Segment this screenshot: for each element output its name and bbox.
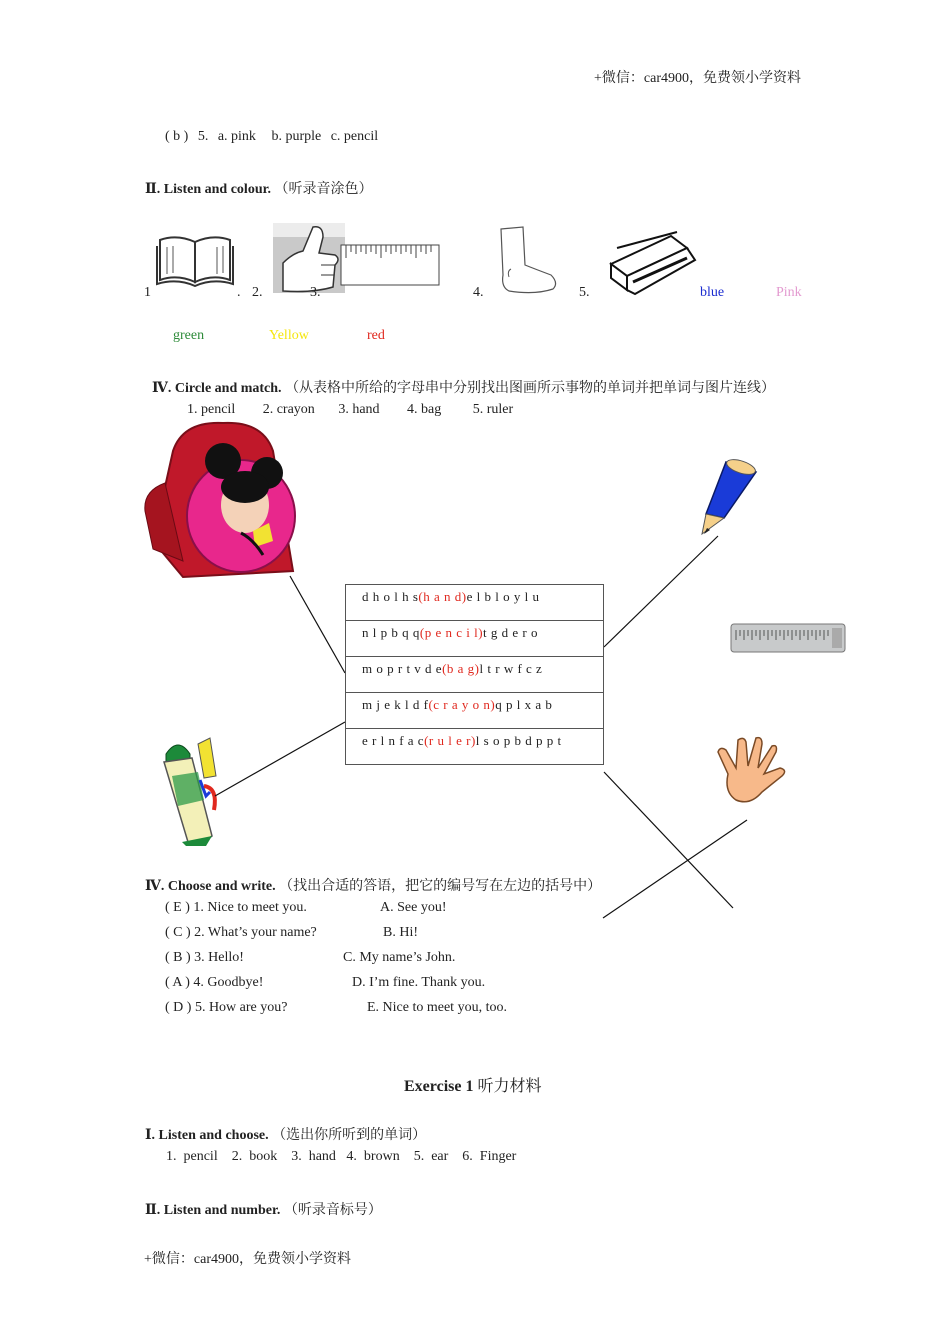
picture-number-3: 3. [310, 285, 321, 300]
section-title-cn: （找出合适的答语，把它的编号写在左边的括号中） [279, 879, 602, 894]
qa-option-d: D. I’m fine. Thank you. [352, 975, 486, 990]
qa-item-5: ( D ) 5. How are you? [165, 1000, 288, 1015]
circled-word[interactable]: (r u l e r) [424, 733, 476, 748]
letter-grid [345, 584, 604, 765]
color-word-red: red [367, 328, 385, 343]
answer-bracket: ( b ) [165, 129, 189, 144]
answer-bracket[interactable]: ( D ) [165, 1000, 192, 1015]
exercise-title: Exercise 1 听力材料 [404, 1078, 542, 1095]
circled-word[interactable]: (c r a y o n) [428, 697, 496, 712]
word-item: 2. crayon [262, 402, 315, 417]
grid-row: e r l n f a c(r u l e r)l s o p b d p p t [346, 729, 604, 765]
qa-item-2: ( C ) 2. What’s your name? [165, 925, 317, 940]
listen-choose-words: 1. pencil 2. book 3. hand 4. brown 5. ear 6. Finger [166, 1149, 517, 1164]
qa-option-e: E. Nice to meet you, too. [367, 1000, 507, 1015]
qa-option-b: B. Hi! [383, 925, 418, 940]
section-title-cn: （听录音涂色） [274, 182, 373, 197]
word-item: 1. pencil [187, 402, 236, 417]
header-note: +微信：car4900，免费领小学资料 [594, 71, 801, 86]
option-a: a. pink [217, 129, 256, 144]
answer-bracket[interactable]: ( A ) [165, 975, 190, 990]
grid-row: m o p r t v d e(b a g)l t r w f c z [346, 657, 604, 693]
circled-word[interactable]: (h a n d) [418, 589, 467, 604]
match-line-ruler [603, 820, 747, 918]
picture-number-2: 2. [252, 285, 263, 300]
section-title: Ⅳ. Choose and write. [145, 879, 276, 894]
section-title-cn: （从表格中所给的字母串中分别找出图画所示事物的单词并把单词与图片连线） [285, 381, 776, 396]
qa-option-a: A. See you! [380, 900, 447, 915]
circled-word[interactable]: (b a g) [442, 661, 480, 676]
qa-option-c: C. My name’s John. [343, 950, 456, 965]
qa-item-1: ( E ) 1. Nice to meet you. [165, 900, 307, 915]
grid-row: n l p b q q(p e n c i l)t g d e r o [346, 621, 604, 657]
section-title: Ⅱ. Listen and colour. [145, 182, 272, 197]
color-word-pink: Pink [776, 285, 802, 300]
match-line-pencil [604, 536, 718, 647]
grid-row: d h o l h s(h a n d)e l b l o y l u [346, 585, 604, 621]
color-word-blue: blue [700, 285, 725, 300]
listen-number-heading: Ⅱ. Listen and number. （听录音标号） [145, 1203, 382, 1218]
answer-bracket[interactable]: ( B ) [165, 950, 191, 965]
picture-number-4: 4. [473, 285, 484, 300]
circled-word[interactable]: (p e n c i l) [419, 625, 484, 640]
option-c: c. pencil [330, 129, 379, 144]
word-item: 5. ruler [472, 402, 514, 417]
picture-number-5: 5. [579, 285, 590, 300]
question-number: 5. [197, 129, 209, 144]
answer-bracket[interactable]: ( E ) [165, 900, 190, 915]
qa-item-4: ( A ) 4. Goodbye! [165, 975, 264, 990]
picture-number-1: 1 [144, 285, 151, 300]
color-word-yellow: Yellow [269, 328, 309, 343]
word-item: 4. bag [407, 402, 442, 417]
listen-choose-heading: Ⅰ. Listen and choose. （选出你所听到的单词） [145, 1128, 427, 1143]
option-b: b. purple [271, 129, 322, 144]
answer-bracket[interactable]: ( C ) [165, 925, 191, 940]
match-line-crayon [215, 722, 345, 796]
match-line-bag [290, 576, 345, 673]
picture-number-dot: . [237, 285, 241, 300]
match-line-hand [604, 772, 733, 908]
footer-note: +微信：car4900，免费领小学资料 [144, 1252, 351, 1267]
qa-item-3: ( B ) 3. Hello! [165, 950, 244, 965]
section-4b-heading [145, 875, 601, 895]
word-item: 3. hand [338, 402, 380, 417]
color-word-green: green [173, 328, 205, 343]
section-title: Ⅳ. Circle and match. [152, 381, 282, 396]
grid-row: m j e k l d f(c r a y o n)q p l x a b [346, 693, 604, 729]
